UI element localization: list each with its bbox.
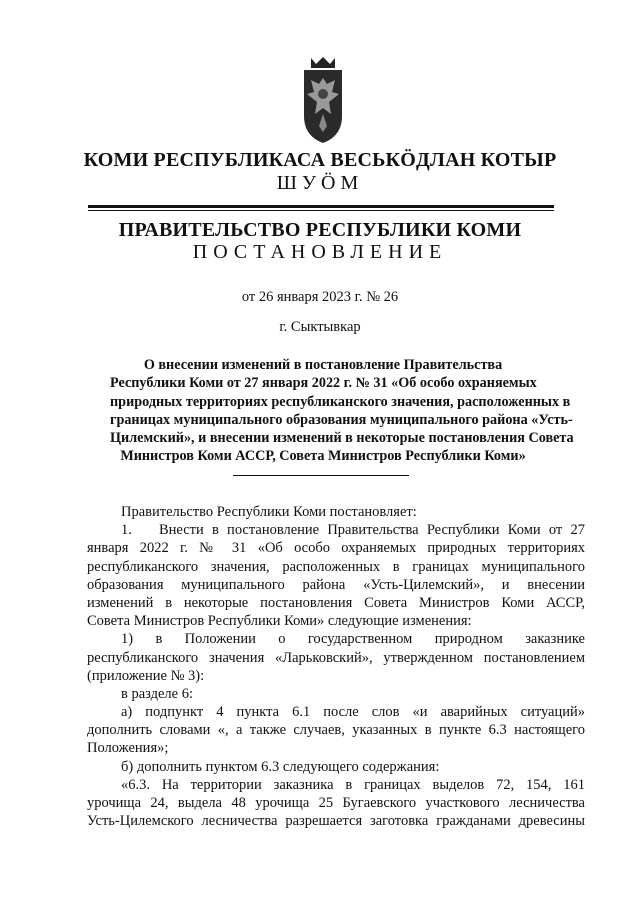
paragraph-line: изменений в некоторые постановления Совета Министров Коми АССР,	[87, 594, 585, 611]
section-line: в разделе 6:	[121, 685, 194, 702]
subject-line: О внесении изменений в постановление Правительства	[143, 357, 503, 373]
paragraph-line: января 2022 г. № 31 «Об особо охраняемых природных территориях	[87, 540, 585, 557]
intro-line: Правительство Республики Коми постановляет:	[121, 504, 417, 520]
paragraph-line: «6.3. На территории заказника в границах выделов 72, 154, 161	[121, 776, 585, 793]
subject-separator	[233, 475, 409, 476]
subject-line: границах муниципального образования муниципального района «Усть-	[110, 411, 573, 428]
title-komi: КОМИ РЕСПУБЛИКАСА ВЕСЬКӦДЛАН КОТЫР	[83, 149, 557, 171]
city: г. Сыктывкар	[279, 319, 361, 335]
paragraph-line: а) подпункт 4 пункта 6.1 после слов «и аварийных ситуаций»	[121, 704, 585, 721]
komi-coat-of-arms-icon	[301, 56, 345, 144]
paragraph-line: (приложение № 3):	[87, 667, 205, 684]
subject-line: Министров Коми АССР, Совета Министров Республики Коми»	[120, 448, 526, 465]
paragraph-line: республиканского значения «Ларьковский», утвержденном постановлением	[87, 649, 585, 666]
doc-type-ru: ПОСТАНОВЛЕНИЕ	[192, 241, 448, 263]
paragraph-line: 1) в Положении о государственном природном заказнике	[121, 631, 585, 648]
paragraph-text: Внести в постановление Правительства Республики Коми от 27	[159, 522, 585, 539]
header-rule-thin	[88, 210, 554, 211]
paragraph-line: Усть-Цилемского лесничества разрешается заготовка гражданами древесины	[87, 813, 585, 830]
paragraph-line: Положения»;	[87, 740, 169, 757]
paragraph-line: Совета Министров Республики Коми» следующие изменения:	[87, 613, 472, 630]
document-subject	[110, 356, 574, 466]
paragraph-line: дополнить словами «, а также случаев, указанных в пункте 6.3 настоящего	[87, 722, 585, 739]
date-line: от 26 января 2023 г. № 26	[241, 289, 399, 305]
document-body	[87, 503, 585, 830]
doc-type-komi: ШУӦМ	[276, 172, 364, 194]
paragraph-line: образования муниципального района «Усть-Цилемский», и внесении	[87, 576, 585, 593]
subject-line: Цилемский», и внесении изменений в некоторые постановления Совета	[110, 430, 574, 447]
header-rule-thick	[88, 205, 554, 208]
paragraph-line: республиканского значения, расположенных в границах муниципального	[87, 558, 585, 575]
title-ru: ПРАВИТЕЛЬСТВО РЕСПУБЛИКИ КОМИ	[118, 219, 522, 241]
paragraph-line	[87, 521, 585, 539]
item-number: 1.	[121, 522, 132, 539]
paragraph-line: б) дополнить пунктом 6.3 следующего содержания:	[121, 758, 440, 775]
paragraph-line: урочища 24, выдела 48 урочища 25 Бугаевского участкового лесничества	[87, 795, 585, 811]
subject-line: Республики Коми от 27 января 2022 г. № 31 «Об особо охраняемых	[110, 375, 537, 392]
subject-line: природных территориях республиканского значения, расположенных в	[110, 393, 571, 410]
